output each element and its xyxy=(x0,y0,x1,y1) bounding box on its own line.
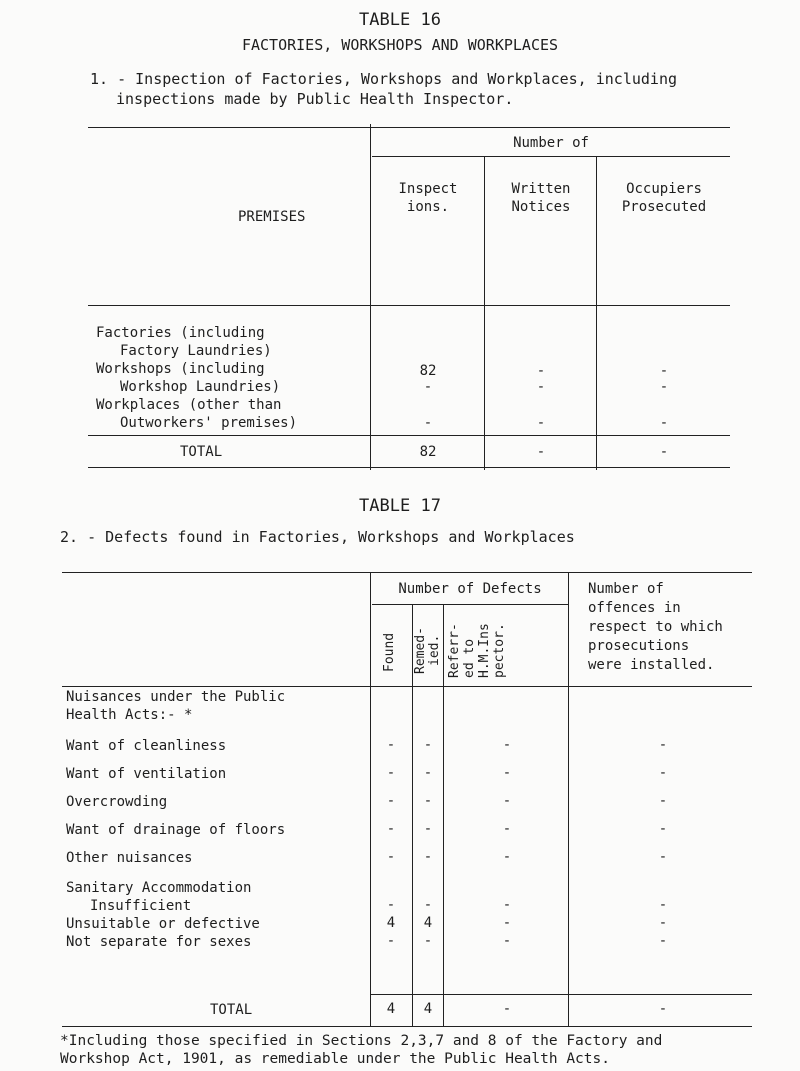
header-offences-line4: prosecutions xyxy=(588,638,690,654)
header-number-of: Number of xyxy=(513,135,589,151)
row-offences: - xyxy=(658,915,668,931)
total-label: TOTAL xyxy=(210,1002,253,1018)
row-offences: - xyxy=(658,737,668,753)
row-remedied: - xyxy=(423,897,433,913)
row-label-line2: Workshop Laundries) xyxy=(120,379,281,395)
section-nuisances-line2: Health Acts:- * xyxy=(66,707,193,723)
row-remedied: - xyxy=(423,933,433,949)
row-referred: - xyxy=(502,765,512,781)
row-label-line1: Workplaces (other than xyxy=(96,397,282,413)
footnote xyxy=(60,1032,662,1068)
table16-title: TABLE 16 xyxy=(359,10,441,30)
row-found: - xyxy=(386,765,396,781)
total-offences: - xyxy=(658,1001,668,1017)
total-found: 4 xyxy=(386,1001,396,1017)
row-remedied: - xyxy=(423,765,433,781)
row-remedied: - xyxy=(423,849,433,865)
header-offences-line5: were installed. xyxy=(588,657,715,673)
footnote-line1: *Including those specified in Sections 2,3,7 and 8 of the Factory and xyxy=(60,1033,663,1049)
row-found: - xyxy=(386,821,396,837)
section-nuisances xyxy=(66,688,285,724)
row-referred: - xyxy=(502,793,512,809)
table16-subtitle: FACTORIES, WORKSHOPS AND WORKPLACES xyxy=(241,36,559,54)
total-referred: - xyxy=(502,1001,512,1017)
header-offences-line1: Number of xyxy=(588,581,664,597)
col-remedied-line1: Remed- xyxy=(413,627,428,674)
table17-title: TABLE 17 xyxy=(359,496,441,516)
row-occupiers: - xyxy=(659,379,669,395)
row-remedied: - xyxy=(423,793,433,809)
row-inspections: - xyxy=(423,379,433,395)
row-inspections: - xyxy=(423,415,433,431)
row-referred: - xyxy=(502,737,512,753)
row-offences: - xyxy=(658,933,668,949)
row-inspections: 82 xyxy=(419,363,437,379)
row-occupiers: - xyxy=(659,363,669,379)
row-found: - xyxy=(386,849,396,865)
header-offences-line3: respect to which xyxy=(588,619,723,635)
row-referred: - xyxy=(502,915,512,931)
row-found: - xyxy=(386,933,396,949)
col-inspections-line1: Inspect xyxy=(398,181,458,197)
col-occupiers-line2: Prosecuted xyxy=(621,199,707,215)
section-nuisances-line1: Nuisances under the Public xyxy=(66,689,286,705)
row-label: Unsuitable or defective xyxy=(66,916,260,932)
header-offences-line2: offences in xyxy=(588,600,681,616)
col-written-line1: Written xyxy=(511,181,571,197)
row-label-line2: Factory Laundries) xyxy=(120,343,272,359)
row-written: - xyxy=(536,415,546,431)
row-remedied: - xyxy=(423,737,433,753)
header-premises: PREMISES xyxy=(238,209,306,225)
col-referred-line4: pector. xyxy=(492,623,507,678)
row-referred: - xyxy=(502,821,512,837)
row-referred: - xyxy=(502,933,512,949)
col-written-line2: Notices xyxy=(511,199,571,215)
row-label: Want of ventilation xyxy=(66,766,227,782)
footnote-line2: Workshop Act, 1901, as remediable under the Public Health Acts. xyxy=(60,1051,610,1067)
header-number-of-defects: Number of Defects xyxy=(398,581,542,597)
row-offences: - xyxy=(658,897,668,913)
row-label: Want of drainage of floors xyxy=(66,822,286,838)
header-offences xyxy=(588,580,752,675)
row-label-line1: Factories (including xyxy=(96,325,265,341)
row-label-line2: Outworkers' premises) xyxy=(120,415,298,431)
col-referred-line2: ed to xyxy=(462,638,477,678)
table16-intro-line2: inspections made by Public Health Inspector. xyxy=(116,90,514,108)
col-written-header xyxy=(486,180,596,216)
row-offences: - xyxy=(658,793,668,809)
row-offences: - xyxy=(658,821,668,837)
section-sanitary: Sanitary Accommodation xyxy=(66,880,252,896)
row-label-line1: Workshops (including xyxy=(96,361,265,377)
col-referred-line1: Referr- xyxy=(447,623,462,678)
col-remedied-line2: ied. xyxy=(427,634,442,666)
row-occupiers: - xyxy=(659,415,669,431)
row-offences: - xyxy=(658,765,668,781)
col-found-header: Found xyxy=(382,632,397,672)
row-referred: - xyxy=(502,897,512,913)
row-label: Other nuisances xyxy=(66,850,193,866)
row-found: - xyxy=(386,793,396,809)
col-occupiers-line1: Occupiers xyxy=(626,181,702,197)
row-referred: - xyxy=(502,849,512,865)
row-found: 4 xyxy=(386,915,396,931)
row-written: - xyxy=(536,363,546,379)
col-occupiers-header xyxy=(598,180,730,216)
total-label: TOTAL xyxy=(180,444,223,460)
row-remedied: 4 xyxy=(423,915,433,931)
col-referred-line3: H.M.Ins xyxy=(477,623,492,678)
table17-intro: 2. - Defects found in Factories, Workshops and Workplaces xyxy=(60,528,575,546)
row-label: Not separate for sexes xyxy=(66,934,252,950)
total-occupiers: - xyxy=(659,444,669,460)
row-written: - xyxy=(536,379,546,395)
total-remedied: 4 xyxy=(423,1001,433,1017)
row-offences: - xyxy=(658,849,668,865)
total-inspections: 82 xyxy=(419,444,437,460)
row-found: - xyxy=(386,897,396,913)
row-remedied: - xyxy=(423,821,433,837)
col-inspections-line2: ions. xyxy=(406,199,450,215)
row-found: - xyxy=(386,737,396,753)
row-label: Want of cleanliness xyxy=(66,738,227,754)
table16-intro-line1: 1. - Inspection of Factories, Workshops and Workplaces, including xyxy=(90,70,677,88)
total-written: - xyxy=(536,444,546,460)
col-inspections-header xyxy=(372,180,484,216)
row-label: Insufficient xyxy=(90,898,192,914)
row-label: Overcrowding xyxy=(66,794,168,810)
